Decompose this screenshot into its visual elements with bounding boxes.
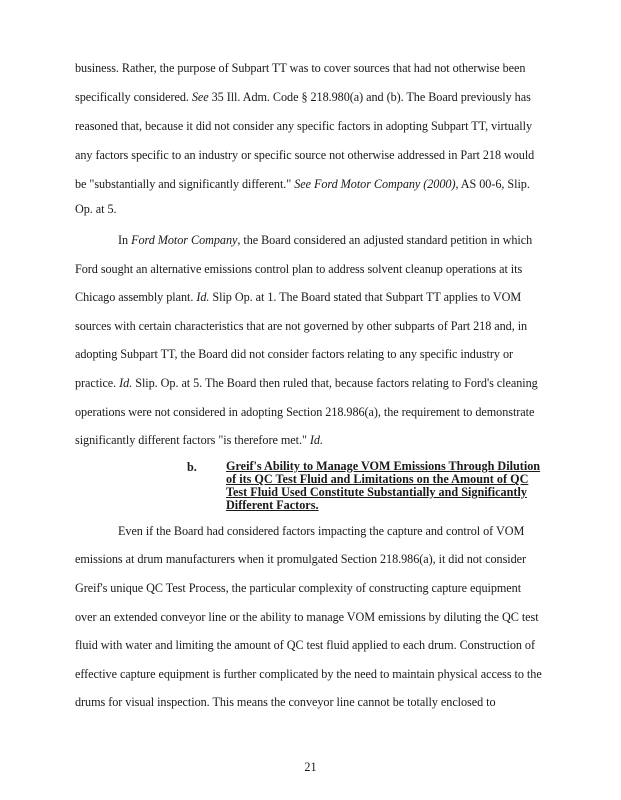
text-run: specifically considered. (75, 90, 192, 104)
case-name: Ford Motor Company (131, 233, 238, 247)
text-run: be "substantially and significantly different." (75, 177, 295, 191)
section-heading-line-4: Different Factors. (226, 498, 319, 512)
signal-id: Id. (309, 433, 323, 447)
paragraph-3-line-4: over an extended conveyor line or the ability to manage VOM emissions by diluting the QC test (75, 610, 539, 624)
paragraph-2-line-1 (118, 232, 532, 248)
paragraph-2-line-5: adopting Subpart TT, the Board did not consider factors relating to any specific industry or (75, 347, 513, 361)
text-run: significantly different factors "is therefore met." (75, 433, 310, 447)
paragraph-1-line-6: Op. at 5. (75, 202, 117, 216)
text-run: In (118, 233, 132, 247)
text-run: AS 00-6, Slip. (458, 177, 530, 191)
paragraph-1-line-2 (75, 89, 531, 105)
paragraph-2-line-6 (75, 375, 538, 391)
text-run: , the Board considered an adjusted standard petition in which (237, 233, 533, 247)
paragraph-2-line-3 (75, 289, 521, 305)
paragraph-2-line-8 (75, 432, 323, 448)
paragraph-3-line-5: fluid with water and limiting the amount of QC test fluid applied to each drum. Construction of (75, 638, 535, 652)
text-run: Slip. Op. at 5. The Board then ruled that, because factors relating to Ford's cleaning (132, 376, 538, 390)
text-run: Slip Op. at 1. The Board stated that Subpart TT applies to VOM (209, 290, 522, 304)
case-citation: See Ford Motor Company (2000), (294, 177, 459, 191)
section-heading-line-2: of its QC Test Fluid and Limitations on the Amount of QC (226, 472, 529, 486)
paragraph-2-line-4: sources with certain characteristics that are not governed by other subparts of Part 218 and, in (75, 319, 528, 333)
section-heading-line-1: Greif's Ability to Manage VOM Emissions Through Dilution (226, 459, 541, 473)
paragraph-2-line-7: operations were not considered in adopting Section 218.986(a), the requirement to demonstrate (75, 405, 535, 419)
section-letter: b. (187, 460, 197, 474)
signal-id: Id. (196, 290, 210, 304)
paragraph-3-line-3: Greif's unique QC Test Process, the particular complexity of constructing capture equipment (75, 581, 522, 595)
paragraph-1-line-3: reasoned that, because it did not consider any specific factors in adopting Subpart TT, virtually (75, 119, 533, 133)
paragraph-3-line-6: effective capture equipment is further complicated by the need to maintain physical access to the (75, 667, 542, 681)
signal-id: Id. (119, 376, 133, 390)
text-run: practice. (75, 376, 120, 390)
signal-see: See (191, 90, 209, 104)
section-heading-line-3: Test Fluid Used Constitute Substantially and Significantly (226, 485, 527, 499)
paragraph-3-line-7: drums for visual inspection. This means the conveyor line cannot be totally enclosed to (75, 695, 496, 709)
paragraph-1-line-4: any factors specific to an industry or specific source not otherwise addressed in Part 218 would (75, 148, 535, 162)
page-number: 21 (304, 760, 317, 774)
paragraph-3-line-2: emissions at drum manufacturers when it promulgated Section 218.986(a), it did not consider (75, 552, 527, 566)
text-run: 35 Ill. Adm. Code § 218.980(a) and (b). The Board previously has (208, 90, 531, 104)
paragraph-2-line-2: Ford sought an alternative emissions control plan to address solvent cleanup operations at its (75, 262, 523, 276)
paragraph-3-line-1: Even if the Board had considered factors impacting the capture and control of VOM (118, 524, 525, 538)
text-run: Chicago assembly plant. (75, 290, 197, 304)
paragraph-1-line-5 (75, 176, 530, 192)
paragraph-1-line-1: business. Rather, the purpose of Subpart TT was to cover sources that had not otherwise been (75, 61, 526, 75)
